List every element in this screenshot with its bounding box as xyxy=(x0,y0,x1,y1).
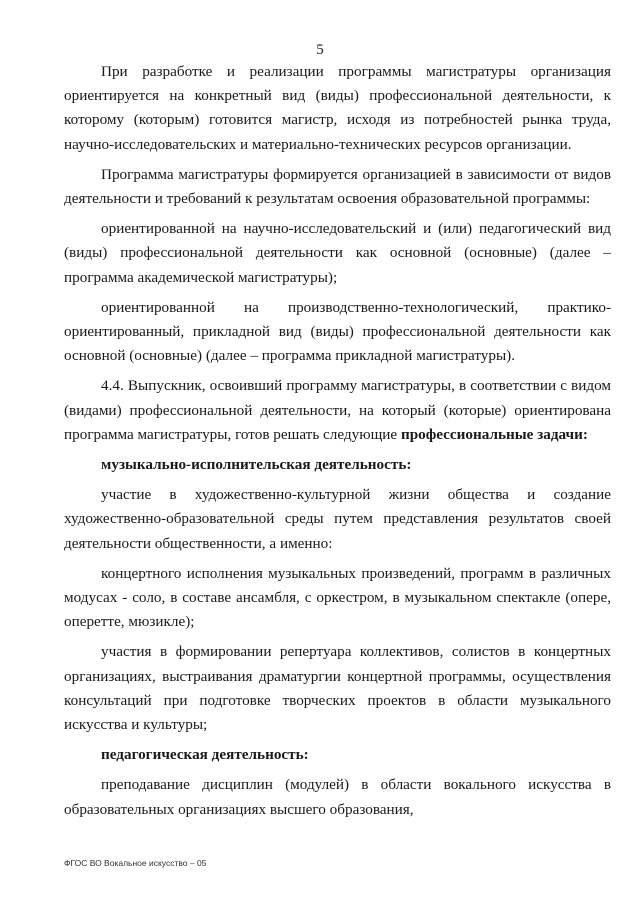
section-heading-performance: музыкально-исполнительская деятельность: xyxy=(101,456,412,474)
paragraph: ориентированной на производственно-технологический, практико-ориентированный, прикладной вид (виды) профессиональной деятельности как основной (основные) (далее – программа прикладной магистратуры). xyxy=(64,298,611,365)
paragraph: участия в формировании репертуара коллективов, солистов в концертных организациях, выстраивания драматургии концертной программы, осуществления консультаций при подготовке творческих проектов в области музыкального искусства и культуры; xyxy=(64,643,611,734)
professional-tasks-label: профессиональные задачи: xyxy=(400,425,588,443)
paragraph: Программа магистратуры формируется организацией в зависимости от видов деятельности и требований к результатам освоения образовательной программы: xyxy=(64,165,611,208)
section-heading-pedagogical: педагогическая деятельность: xyxy=(101,746,309,764)
paragraph-4-4-text: 4.4. Выпускник, освоивший программу магистратуры, в соответствии с видом (видами) профессиональной деятельности, на который (которые) ориентирована программа магистратуры, готов решать следующие xyxy=(64,377,611,443)
document-body xyxy=(64,60,611,828)
paragraph: преподавание дисциплин (модулей) в области вокального искусства в образовательных организациях высшего образования, xyxy=(64,776,611,818)
paragraph: концертного исполнения музыкальных произведений, программ в различных модусах - соло, в составе ансамбля, с оркестром, в музыкальном спектакле (опере, оперетте, мюзикле); xyxy=(64,564,611,631)
page-number: 5 xyxy=(316,42,324,58)
paragraph-4-4 xyxy=(64,374,611,447)
paragraph: При разработке и реализации программы магистратуры организация ориентируется на конкретный вид (виды) профессиональной деятельности, к которому (которым) готовится магистр, исходя из потребностей рынка труда, научно-исследовательских и материально-технических ресурсов организации. xyxy=(64,63,611,153)
page-footer: ФГОС ВО Вокальное искусство – 05 xyxy=(64,858,207,868)
paragraph: ориентированной на научно-исследовательский и (или) педагогический вид (виды) профессиональной деятельности как основной (основные) (далее – программа академической магистратуры); xyxy=(64,220,611,286)
paragraph: участие в художественно-культурной жизни общества и создание художественно-образовательной среды путем представления результатов своей деятельности общественности, а именно: xyxy=(64,486,611,552)
